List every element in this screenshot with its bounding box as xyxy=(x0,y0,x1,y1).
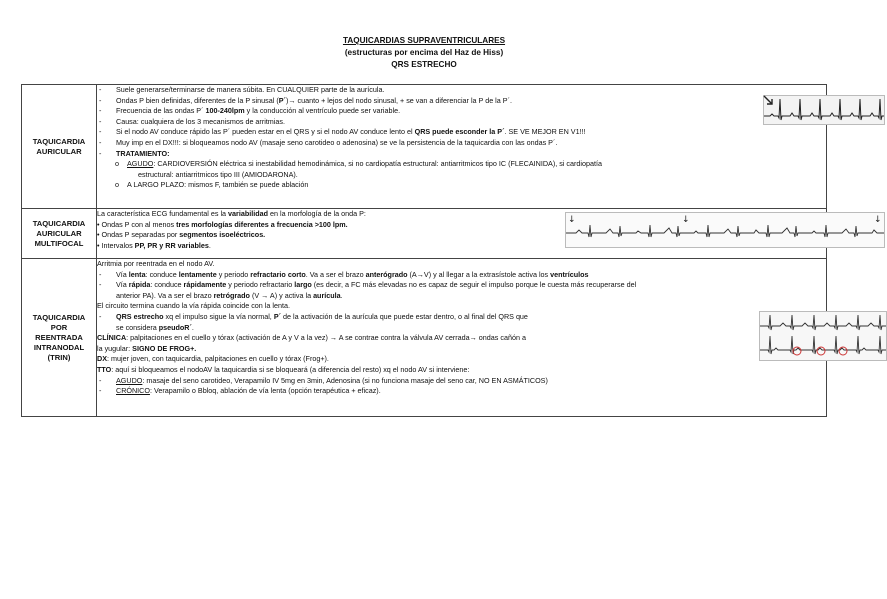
row-auricular xyxy=(22,85,827,209)
title-line-1: TAQUICARDIAS SUPRAVENTRICULARES xyxy=(342,36,506,45)
document-title xyxy=(0,35,848,71)
title-line-2: (estructuras por encima del Haz de Hiss) xyxy=(344,48,504,57)
content-auricular: - Suele generarse/terminarse de manera súbita. En CUALQUIER parte de la aurícula. - Ondas P bien definidas, diferentes de la P sinusal (P´)→ cuanto + lejos del nodo sinusal, + se van a diferenciar la P de la P´. - Frecuencia de las ondas P´ 100-240lpm y la conducción al ventrículo puede ser variable. - Causa: cualquiera de los 3 mecanismos de arritmias. - Si el nodo AV conduce rápido las P´ pueden estar en el QRS y si el nodo AV conduce lento el QRS puede esconder la P´. SE VE MEJOR EN V1!!! - Muy imp en el DX!!!: si bloqueamos nodo AV (masaje seno carotideo o adenosina) se ve la persistencia de la taquicardia con las ondas P´. - TRATAMIENTO: o AGUDO: CARDIOVERSIÓN eléctrica si inestabilidad hemodinámica, si no cardiopatía estructural: antiarritmicos tipo IC (FLECAINIDA), si cardiopatía estructural: antiarritmicos tipo III (AMIODARONA). o A LARGO PLAZO: mismos F, también se puede ablación xyxy=(97,85,827,209)
ecg-tracing-multifocal-icon xyxy=(565,212,885,248)
ecg-tracing-trin-icon xyxy=(759,311,887,361)
content-multifocal: ↓ ↓ ↓ La característica ECG fundamental es la variabilidad en la morfología de la onda P: • Ondas P con al menos tres morfologías diferentes a frecuencia >100 lpm. • Ondas P separadas por segmentos isoeléctricos. • Intervalos PP, PR y RR variables. xyxy=(97,209,827,259)
content-trin: Arritmia por reentrada en el nodo AV. - Vía lenta: conduce lentamente y periodo refractario corto. Va a ser el brazo anterógrado (A→V) y al llegar a la extrasístole activa los ventrículos - Vía rápida: conduce rápidamente y periodo refractario largo (es decir, a FC más elevadas no es capaz de seguir el impulso porque le cuesta más recuperarse del anterior PA). Va a ser el brazo retrógrado (V → A) y activa la aurícula. El circuito termina cuando la vía rápida coincide con la lenta. - QRS estrecho xq el impulso sigue la vía normal, P´ de la activación de la aurícula que puede estar dentro, o al final del QRS que se considera pseudoR´. CLÍNICA: palpitaciones en el cuello y tórax (activación de A y V a la vez) → A se contrae contra la válvula AV cerrada→ ondas cañón a la yugular: SIGNO DE FROG+. DX: mujer joven, con taquicardia, palpitaciones en cuello y tórax (Frog+). TTO: aquí si bloqueamos el nodoAV la taquicardia si se bloqueará (a diferencia del resto) xq el nodo AV si interviene: - AGUDO: masaje del seno carotideo, Verapamilo IV 5mg en 3min, Adenosina (si no funciona masaje del seno car, NO EN ASMÁTICOS) - CRÓNICO: Verapamilo o Bbloq, ablación de vía lenta (opción terapéutica + eficaz). xyxy=(97,259,827,417)
title-line-3: QRS ESTRECHO xyxy=(391,60,457,69)
down-arrow-1: ↓ xyxy=(682,215,690,225)
down-arrow-3: ↓ xyxy=(874,215,882,225)
ecg-tracing-auricular-icon xyxy=(763,95,885,125)
row-trin xyxy=(22,259,827,417)
tachycardia-table xyxy=(21,84,882,417)
down-arrow-2: ↓ xyxy=(568,215,576,225)
row-multifocal xyxy=(22,209,827,259)
label-trin: TAQUICARDIA POR REENTRADA INTRANODAL (TRIN) xyxy=(22,259,97,417)
label-auricular: TAQUICARDIA AURICULAR xyxy=(22,85,97,209)
label-multifocal: TAQUICARDIA AURICULAR MULTIFOCAL xyxy=(22,209,97,259)
